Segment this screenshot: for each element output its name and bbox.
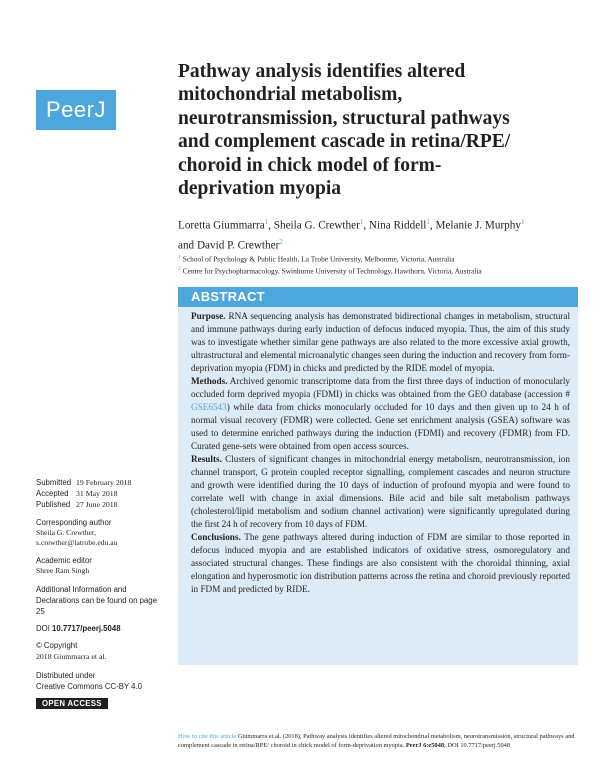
affiliation-item bbox=[178, 264, 578, 276]
additional-info[interactable]: Additional Information and Declarations can be found on page 25 bbox=[36, 585, 157, 616]
how-to-cite bbox=[178, 732, 578, 750]
methods-text-cont: ) while data from chicks monocularly occluded for 10 days and then given up to 24 h of normal visual recovery (FDMR) were collected. Gene set enrichment analysis (GSEA) software was used to determine enriched pathways during the induction (FDMI) and recovery (FDMR) from FD. Curated gene-sets were obtained from open access sources. bbox=[191, 402, 570, 451]
corresponding-name: Sheila G. Crewther, bbox=[36, 528, 97, 537]
author-list bbox=[178, 214, 578, 253]
affiliation-item bbox=[178, 252, 578, 264]
author-name[interactable]: David P. Crewther bbox=[196, 239, 280, 252]
author-affil-sup: 1 bbox=[520, 218, 525, 226]
article-dates bbox=[36, 477, 166, 510]
affiliation-number: 2 bbox=[178, 266, 181, 273]
author-affil-sup: 1 bbox=[359, 218, 364, 226]
affiliation-text: School of Psychology & Public Health, La Trobe University, Melbourne, Victoria, Australia bbox=[182, 254, 455, 264]
title-line: choroid in chick model of form- bbox=[178, 154, 442, 176]
methods-text: Archived genomic transcriptome data from the first three days of induction of monocularly occluded form deprived myopia (FDMI) in chicks was obtained from the GEO database (accession # bbox=[191, 376, 570, 399]
cite-doi[interactable]: ; DOI 10.7717/peerj.5048 bbox=[444, 742, 511, 749]
doi bbox=[36, 623, 166, 634]
license-name[interactable]: Creative Commons CC-BY 4.0 bbox=[36, 682, 143, 691]
copyright bbox=[36, 640, 166, 662]
published-date: 27 June 2018 bbox=[76, 500, 118, 509]
author-affil-sup: 2 bbox=[279, 237, 283, 246]
affiliation-text: Centre for Psychopharmacology, Swinburne University of Technology, Hawthorn, Victoria, Australia bbox=[182, 266, 482, 276]
corresponding-author bbox=[36, 517, 166, 548]
corresponding-label: Corresponding author bbox=[36, 518, 112, 527]
published-label: Published bbox=[36, 500, 71, 509]
copyright-label bbox=[36, 640, 166, 651]
affiliations bbox=[178, 252, 578, 277]
doi-label: DOI bbox=[36, 624, 53, 633]
purpose-text: RNA sequencing analysis has demonstrated bidirectional changes in metabolism, structural and immune pathways during early induction of defocus induced myopia. Thus, the aim of this study was to investigate whether similar gene pathways are also related to the more excessive axial growth, ultrastructural and elemental microanalytic changes seen during the induction and recovery from form-deprivation myopia (FDM) in chicks and predicted by the RIDE model of myopia. bbox=[191, 311, 570, 373]
academic-editor bbox=[36, 555, 166, 576]
author-conjunction: and bbox=[178, 239, 197, 252]
author-separator: , bbox=[363, 219, 369, 232]
corresponding-email[interactable]: s.crewther@latrobe.edu.au bbox=[36, 538, 118, 547]
results-label: Results. bbox=[191, 454, 222, 464]
article-sidebar bbox=[36, 477, 166, 709]
author-name[interactable]: Melanie J. Murphy bbox=[435, 219, 521, 232]
copyright-text: 2018 Giummarra et al. bbox=[36, 652, 107, 661]
title-line: and complement cascade in retina/RPE/ bbox=[178, 131, 511, 153]
affiliation-number: 1 bbox=[178, 254, 181, 260]
purpose-label: Purpose. bbox=[191, 311, 226, 321]
author-name[interactable]: Nina Riddell bbox=[368, 219, 427, 232]
abstract-heading: ABSTRACT bbox=[178, 287, 578, 307]
conclusions-label: Conclusions. bbox=[191, 532, 241, 542]
conclusions-text: The gene pathways altered during induction of FDM are similar to those reported in defocus induced myopia and are established indicators of oxidative stress, osmoregulatory and associated structural changes. These findings are also consistent with the choroidal thinning, axial elongation and hyperosmotic ion distribution patterns across the retina and choroid previously reported in FDM and predicted by RIDE. bbox=[191, 532, 570, 594]
author-name[interactable]: Loretta Giummarra bbox=[178, 219, 265, 232]
submitted-date: 19 February 2018 bbox=[76, 478, 132, 487]
peerj-logo[interactable]: PeerJ bbox=[36, 90, 116, 130]
article-title bbox=[178, 60, 578, 200]
methods-label: Methods. bbox=[191, 376, 228, 386]
abstract-methods bbox=[191, 375, 570, 453]
open-access-badge: OPEN ACCESS bbox=[36, 698, 108, 709]
editor-name: Shree Ram Singh bbox=[36, 566, 90, 575]
license-info bbox=[36, 670, 166, 692]
author-name[interactable]: Sheila G. Crewther bbox=[273, 219, 360, 232]
title-line: deprivation myopia bbox=[178, 178, 342, 200]
abstract-body bbox=[191, 310, 570, 596]
abstract-results bbox=[191, 453, 570, 531]
abstract-purpose bbox=[191, 310, 570, 375]
cite-journal-ref: PeerJ 6:e5048 bbox=[405, 742, 445, 749]
accepted-date: 31 May 2018 bbox=[76, 489, 118, 498]
cite-text: Giummarra et al. (2018), Pathway analysis identifies altered mitochondrial metabolism, neurotransmission, structural pathways and complement cascade in retina/RPE/ choroid in chick model of form-deprivation myopia. bbox=[178, 733, 575, 749]
accepted-label: Accepted bbox=[36, 489, 69, 498]
cite-label: How to cite this article bbox=[178, 733, 237, 740]
doi-value[interactable]: 10.7717/peerj.5048 bbox=[52, 624, 121, 633]
editor-label: Academic editor bbox=[36, 556, 92, 565]
author-separator: , bbox=[268, 219, 274, 232]
author-affil-sup: 1 bbox=[426, 218, 430, 226]
submitted-label: Submitted bbox=[36, 478, 72, 487]
copyright-icon: © bbox=[36, 641, 44, 650]
results-text: Clusters of significant changes in mitochondrial energy metabolism, neurotransmission, ion channel transport, G protein coupled receptor signalling, complement cascades and neuron structure and growth were identified during the 10 days of induction of profound myopia and were found to correlate well with change in axial dimensions. Bile acid and bile salt metabolism pathways (cholesterol/lipid metabolism and sodium channel activation) were significantly upregulated during the first 24 h of recovery from 10 days of FDM. bbox=[191, 454, 570, 529]
title-line: Pathway analysis identifies altered bbox=[178, 61, 466, 82]
author-affil-sup: 1 bbox=[264, 218, 269, 226]
title-line: neurotransmission, structural pathways bbox=[178, 107, 510, 129]
title-line: mitochondrial metabolism, bbox=[178, 84, 403, 106]
copyright-label-text: Copyright bbox=[43, 641, 78, 650]
author-separator: , bbox=[429, 219, 436, 232]
abstract-conclusions bbox=[191, 531, 570, 596]
distributed-label: Distributed under bbox=[36, 671, 96, 680]
geo-accession-link[interactable]: GSE6543 bbox=[191, 402, 227, 412]
